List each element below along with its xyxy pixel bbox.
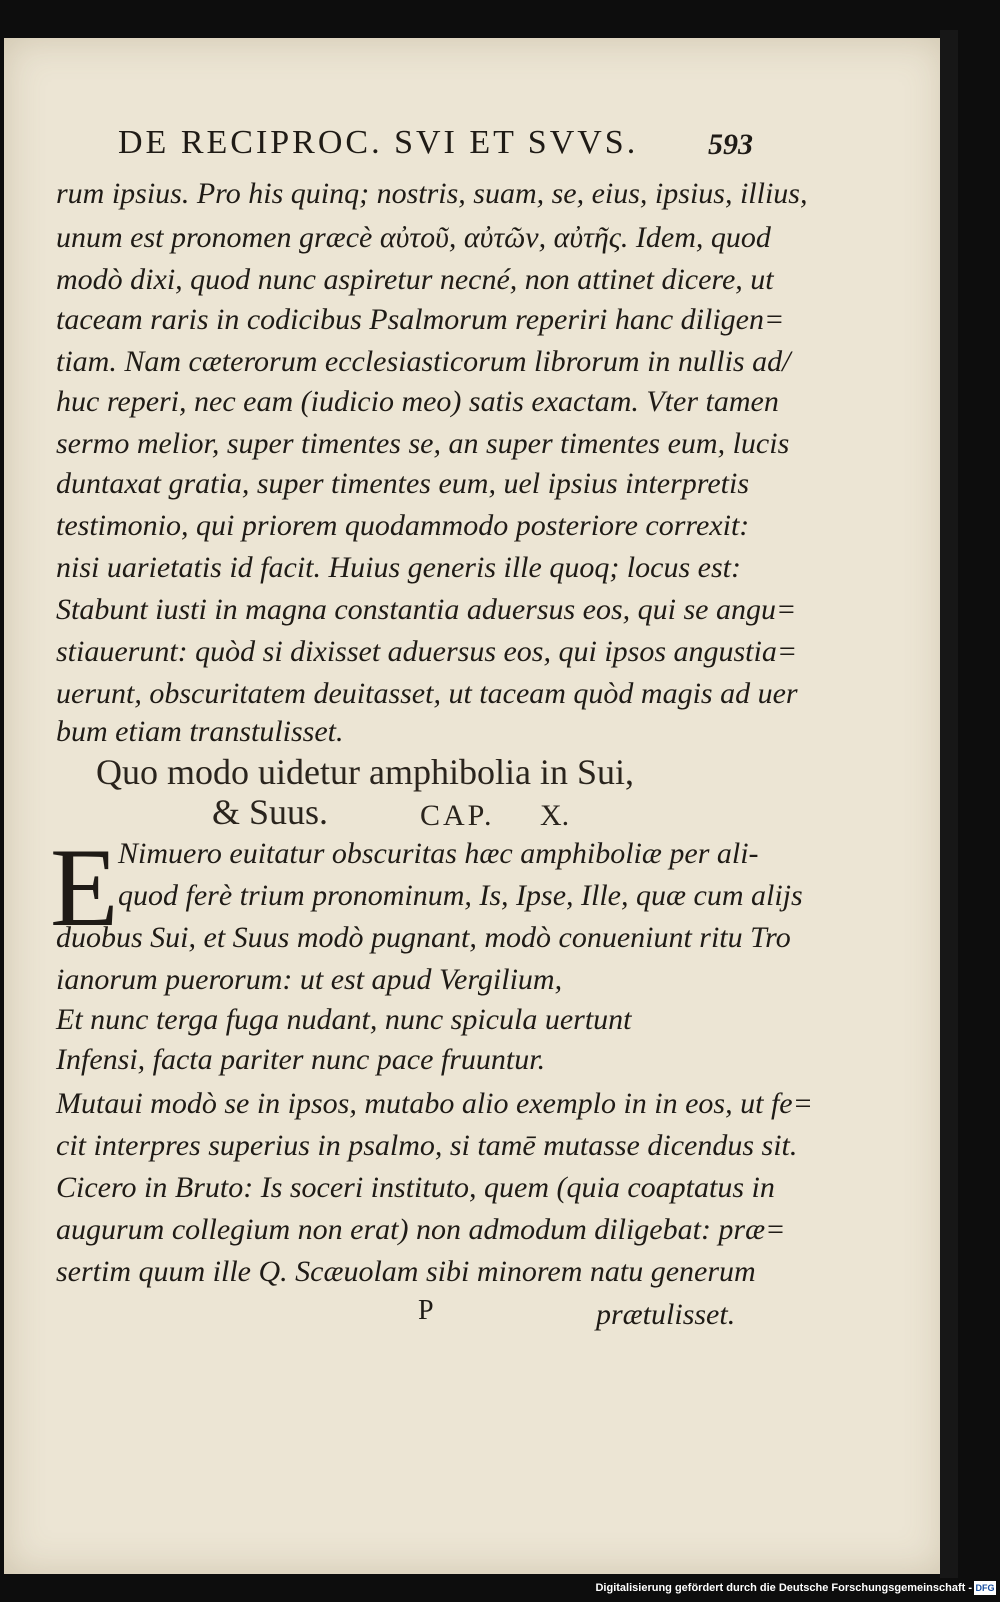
text-line: sermo melior, super timentes se, an super timentes eum, lucis [56, 427, 790, 460]
page-number: 593 [708, 128, 753, 161]
text-line: sertim quum ille Q. Scæuolam sibi minorem natu generum [56, 1255, 756, 1288]
text-line: Stabunt iusti in magna constantia aduersus eos, qui se angu= [56, 593, 797, 626]
text-line: cit interpres superius in psalmo, si tamē mutasse dicendus sit. [56, 1129, 798, 1162]
text-line: duobus Sui, et Suus modò pugnant, modò conueniunt ritu Tro [56, 921, 791, 954]
text-line: ianorum puerorum: ut est apud Vergilium, [56, 963, 563, 996]
text-line: modò dixi, quod nunc aspiretur necné, non attinet dicere, ut [56, 263, 774, 296]
running-head: DE RECIPROC. SVI ET SVVS. [118, 124, 639, 161]
chapter-title-line1: Quo modo uidetur amphibolia in Sui, [96, 752, 634, 792]
page-edge-shadow [940, 30, 958, 1580]
text-line: nisi uarietatis id facit. Huius generis ille quoq; locus est: [56, 551, 741, 584]
text-line: uerunt, obscuritatem deuitasset, ut taceam quòd magis ad uer [56, 677, 798, 710]
text-line: rum ipsius. Pro his quinq; nostris, suam, se, eius, ipsius, illius, [56, 177, 808, 210]
verse-line: Infensi, facta pariter nunc pace fruuntur. [56, 1043, 546, 1076]
verse-line: Et nunc terga fuga nudant, nunc spicula uertunt [56, 1003, 632, 1036]
text-line: Nimuero euitatur obscuritas hæc amphiboliæ per ali- [118, 837, 759, 870]
text-line: stiauerunt: quòd si dixisset aduersus eos, qui ipsos angustia= [56, 635, 798, 668]
catchword: prætulisset. [596, 1298, 736, 1331]
text-line: bum etiam transtulisset. [56, 715, 344, 748]
text-line: quod ferè trium pronominum, Is, Ipse, Ille, quæ cum alijs [118, 879, 803, 912]
text-line: Cicero in Bruto: Is soceri instituto, quem (quia coaptatus in [56, 1171, 775, 1204]
text-line: tiam. Nam cæterorum ecclesiasticorum librorum in nullis ad/ [56, 345, 791, 378]
dfg-logo-icon: DFG [975, 1583, 995, 1593]
text-line: Mutaui modò se in ipsos, mutabo alio exemplo in in eos, ut fe= [56, 1087, 813, 1120]
chapter-cap-label: CAP. [420, 799, 495, 832]
signature-mark: P [418, 1295, 434, 1326]
footer-credit: Digitalisierung gefördert durch die Deutsche Forschungsgemeinschaft - [595, 1582, 972, 1594]
text-line: taceam raris in codicibus Psalmorum reperiri hanc diligen= [56, 303, 785, 336]
chapter-cap-number: X. [540, 799, 570, 832]
text-line: augurum collegium non erat) non admodum diligebat: præ= [56, 1213, 786, 1246]
chapter-title-line2: & Suus. [212, 792, 329, 832]
text-line: huc reperi, nec eam (iudicio meo) satis exactam. Vter tamen [56, 385, 779, 418]
text-line: testimonio, qui priorem quodammodo posteriore correxit: [56, 509, 750, 542]
text-line: duntaxat gratia, super timentes eum, uel ipsius interpretis [56, 467, 750, 500]
text-line: unum est pronomen græcè αὐτοῦ, αὐτῶν, αὐτῆς. Idem, quod [56, 221, 771, 254]
drop-cap-initial: E [50, 826, 119, 950]
